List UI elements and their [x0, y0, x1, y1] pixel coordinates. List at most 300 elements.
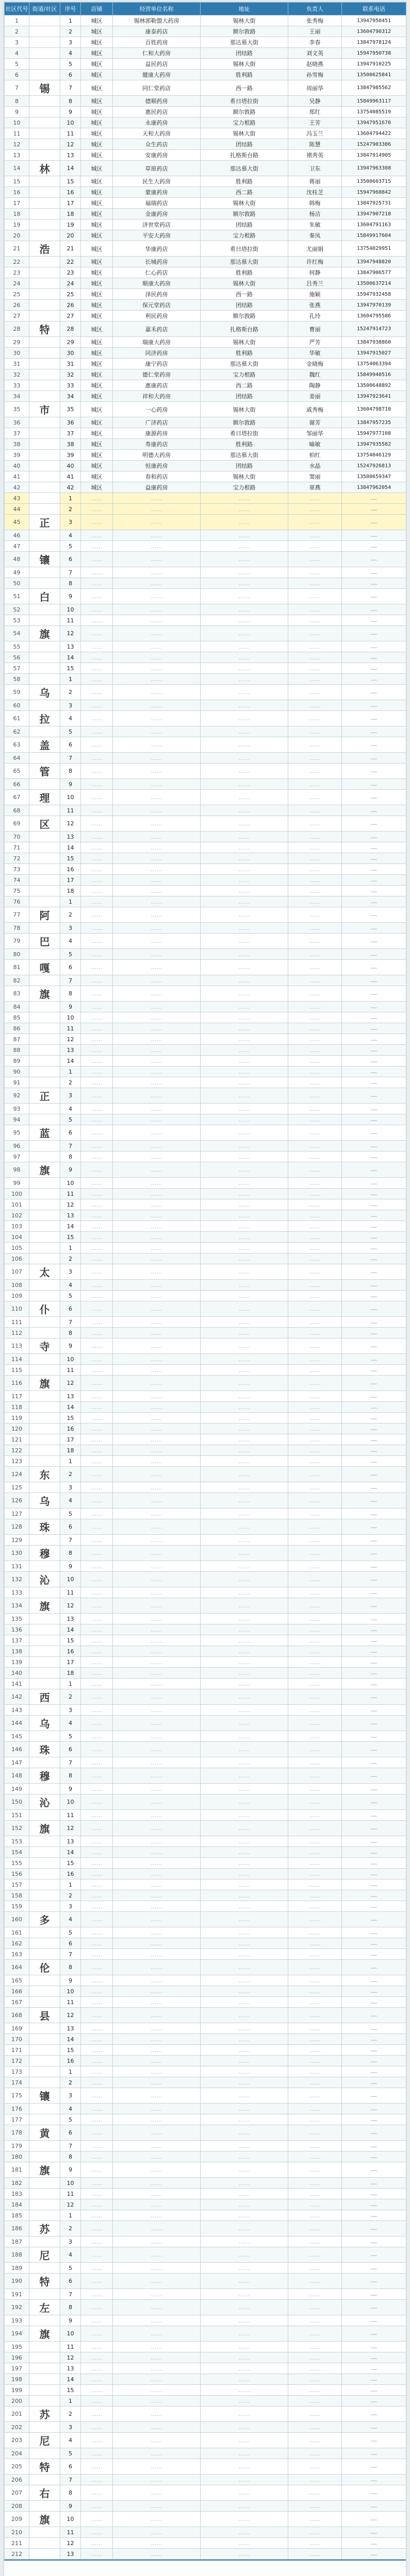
cell-address: …… [201, 2352, 288, 2363]
table-row [5, 428, 406, 439]
table-row [5, 1088, 406, 1104]
cell-place: …… [81, 2549, 113, 2560]
cell-code: 140 [5, 1668, 29, 1679]
cell-code: 145 [5, 1731, 29, 1742]
cell-phone: …… [342, 1034, 406, 1045]
cell-person: …… [288, 1199, 342, 1210]
table-row [5, 641, 406, 652]
cell-phone: …… [342, 2422, 406, 2433]
cell-region [29, 439, 60, 450]
cell-person: …… [288, 2008, 342, 2023]
cell-no: 3 [60, 2088, 81, 2104]
cell-person: …… [288, 1338, 342, 1354]
cell-person: …… [288, 842, 342, 853]
cell-no: 10 [60, 1572, 81, 1587]
cell-address: …… [201, 2125, 288, 2141]
cell-address: …… [201, 1635, 288, 1646]
cell-place: …… [81, 1391, 113, 1402]
cell-person: …… [288, 2422, 342, 2433]
cell-unit-name: …… [113, 2512, 201, 2527]
cell-region [29, 2289, 60, 2300]
cell-code: 41 [5, 471, 29, 482]
cell-unit-name: …… [113, 1561, 201, 1572]
cell-region [29, 842, 60, 853]
cell-address: …… [201, 1456, 288, 1467]
cell-address: 团结路 [201, 48, 288, 59]
cell-code: 50 [5, 578, 29, 589]
cell-region [29, 1423, 60, 1434]
cell-address: 额尔敦路 [201, 26, 288, 37]
cell-person: …… [288, 2247, 342, 2263]
table-row [5, 1104, 406, 1114]
cell-no: 2 [60, 685, 81, 700]
cell-region: 林 [29, 161, 60, 176]
cell-region [29, 1199, 60, 1210]
cell-address: …… [201, 842, 288, 853]
cell-no: 10 [60, 1354, 81, 1365]
cell-no: 8 [60, 986, 81, 1002]
cell-address: 锡林大街 [201, 128, 288, 139]
cell-address: 希日塔拉街 [201, 96, 288, 107]
table-row [5, 615, 406, 626]
cell-address: …… [201, 816, 288, 832]
cell-region: 特 [29, 2274, 60, 2289]
cell-no: 15 [60, 663, 81, 674]
cell-no: 4 [60, 1493, 81, 1509]
table-row [5, 753, 406, 764]
cell-phone: …… [342, 604, 406, 615]
cell-person: …… [288, 1354, 342, 1365]
cell-unit-name: …… [113, 626, 201, 641]
cell-unit-name: …… [113, 552, 201, 567]
cell-phone: …… [342, 1413, 406, 1423]
cell-place: …… [81, 2199, 113, 2210]
cell-place: …… [81, 2104, 113, 2114]
cell-place: …… [81, 975, 113, 986]
cell-person: 赵晓燕 [288, 59, 342, 70]
cell-address: …… [201, 1434, 288, 1445]
table-row [5, 949, 406, 960]
table-row [5, 2151, 406, 2162]
table-row [5, 1821, 406, 1836]
cell-code: 113 [5, 1338, 29, 1354]
cell-code: 26 [5, 300, 29, 311]
table-row [5, 1997, 406, 2008]
cell-region [29, 450, 60, 461]
table-row [5, 2236, 406, 2247]
cell-address: …… [201, 1141, 288, 1151]
cell-phone: 13754063394 [342, 359, 406, 369]
cell-address: …… [201, 1509, 288, 1519]
cell-place: …… [81, 1587, 113, 1598]
cell-place: …… [81, 1264, 113, 1280]
cell-phone: …… [342, 1141, 406, 1151]
cell-unit-name: …… [113, 2056, 201, 2066]
cell-person: …… [288, 2210, 342, 2221]
cell-address: 额尔敦路 [201, 209, 288, 219]
cell-code: 119 [5, 1413, 29, 1423]
cell-phone: 15849940516 [342, 369, 406, 380]
cell-address: 宝力根路 [201, 230, 288, 241]
cell-region [29, 1243, 60, 1253]
cell-phone: …… [342, 1794, 406, 1810]
cell-code: 53 [5, 615, 29, 626]
cell-unit-name: …… [113, 805, 201, 816]
cell-unit-name: …… [113, 1445, 201, 1456]
table-row [5, 975, 406, 986]
cell-place: …… [81, 2088, 113, 2104]
cell-region: 阿 [29, 907, 60, 923]
cell-no: 10 [60, 2512, 81, 2527]
cell-unit-name: …… [113, 1291, 201, 1301]
cell-place: …… [81, 2448, 113, 2459]
table-row [5, 461, 406, 471]
cell-address: …… [201, 1151, 288, 1162]
cell-unit-name: …… [113, 1391, 201, 1402]
table-row [5, 1434, 406, 1445]
cell-code: 114 [5, 1354, 29, 1365]
cell-no: 7 [60, 753, 81, 764]
cell-no: 8 [60, 1151, 81, 1162]
cell-no: 15 [60, 853, 81, 864]
cell-person: …… [288, 1056, 342, 1066]
cell-place: …… [81, 2300, 113, 2315]
cell-person: …… [288, 2151, 342, 2162]
cell-unit-name: …… [113, 2433, 201, 2448]
cell-no: 10 [60, 604, 81, 615]
cell-address: …… [201, 907, 288, 923]
cell-region [29, 1034, 60, 1045]
table-row [5, 2406, 406, 2422]
cell-address: …… [201, 1847, 288, 1858]
cell-code: 139 [5, 1657, 29, 1668]
cell-unit-name: 百姓药房 [113, 37, 201, 48]
cell-no: 6 [60, 552, 81, 567]
cell-unit-name: …… [113, 493, 201, 504]
cell-phone: …… [342, 986, 406, 1002]
cell-phone: …… [342, 1509, 406, 1519]
cell-region [29, 2114, 60, 2125]
cell-region: 多 [29, 1912, 60, 1927]
table-row [5, 530, 406, 541]
cell-person: 章燕 [288, 482, 342, 493]
cell-phone: …… [342, 1810, 406, 1821]
cell-region: 嘎 [29, 960, 60, 975]
cell-person: …… [288, 1141, 342, 1151]
cell-place: …… [81, 1456, 113, 1467]
cell-region [29, 128, 60, 139]
cell-person: …… [288, 2326, 342, 2342]
cell-no: 5 [60, 1509, 81, 1519]
cell-phone: …… [342, 1482, 406, 1493]
cell-code: 120 [5, 1423, 29, 1434]
cell-place: 城区 [81, 209, 113, 219]
cell-no: 11 [60, 1023, 81, 1034]
cell-place: …… [81, 1509, 113, 1519]
cell-place: …… [81, 1413, 113, 1423]
cell-person: …… [288, 1635, 342, 1646]
cell-unit-name: …… [113, 1614, 201, 1624]
cell-phone: …… [342, 1221, 406, 1232]
table-row [5, 864, 406, 875]
cell-no: 12 [60, 139, 81, 150]
cell-no: 26 [60, 300, 81, 311]
cell-unit-name: 益康药房 [113, 482, 201, 493]
cell-code: 109 [5, 1291, 29, 1301]
cell-person: …… [288, 2114, 342, 2125]
cell-region [29, 2374, 60, 2385]
cell-unit-name: 草原药店 [113, 161, 201, 176]
cell-region [29, 230, 60, 241]
cell-unit-name: 广济药店 [113, 417, 201, 428]
cell-region [29, 1045, 60, 1056]
cell-code: 10 [5, 117, 29, 128]
cell-unit-name: 华康药店 [113, 241, 201, 257]
cell-person: …… [288, 1949, 342, 1960]
cell-code: 175 [5, 2088, 29, 2104]
table-row [5, 2263, 406, 2274]
cell-address: 锡林大街 [201, 402, 288, 417]
cell-address: …… [201, 2374, 288, 2385]
cell-person: …… [288, 1689, 342, 1705]
cell-region [29, 949, 60, 960]
cell-person: …… [288, 504, 342, 515]
cell-unit-name: …… [113, 2363, 201, 2374]
cell-person: …… [288, 641, 342, 652]
cell-no: 12 [60, 2008, 81, 2023]
cell-person: …… [288, 1023, 342, 1034]
cell-phone: …… [342, 1467, 406, 1482]
cell-person: …… [288, 567, 342, 578]
cell-code: 61 [5, 711, 29, 726]
table-row [5, 626, 406, 641]
cell-no: 33 [60, 380, 81, 391]
cell-no: 3 [60, 37, 81, 48]
cell-place: …… [81, 711, 113, 726]
cell-region [29, 1012, 60, 1023]
cell-phone: …… [342, 1002, 406, 1012]
cell-region: 沁 [29, 1794, 60, 1810]
cell-phone: 13847906577 [342, 267, 406, 278]
cell-address: 胜利路 [201, 348, 288, 359]
cell-place: …… [81, 1912, 113, 1927]
cell-unit-name: …… [113, 1012, 201, 1023]
cell-region [29, 1002, 60, 1012]
cell-no: 10 [60, 2178, 81, 2189]
cell-person: …… [288, 711, 342, 726]
cell-address: …… [201, 1519, 288, 1535]
cell-address: …… [201, 2475, 288, 2485]
cell-unit-name: …… [113, 886, 201, 896]
cell-place: …… [81, 2141, 113, 2151]
cell-region: 旗 [29, 626, 60, 641]
cell-place: 城区 [81, 219, 113, 230]
cell-no: 27 [60, 311, 81, 321]
cell-no: 7 [60, 1535, 81, 1546]
cell-place: …… [81, 1243, 113, 1253]
cell-address: …… [201, 2342, 288, 2352]
cell-phone: …… [342, 2527, 406, 2538]
table-row [5, 2385, 406, 2396]
cell-person: …… [288, 2433, 342, 2448]
cell-place: 城区 [81, 471, 113, 482]
cell-code: 4 [5, 48, 29, 59]
cell-no: 9 [60, 779, 81, 790]
cell-phone: …… [342, 1077, 406, 1088]
cell-place: …… [81, 1598, 113, 1614]
cell-unit-name: …… [113, 2034, 201, 2045]
table-row [5, 960, 406, 975]
cell-phone: 13947963308 [342, 161, 406, 176]
cell-unit-name: …… [113, 1493, 201, 1509]
cell-no: 14 [60, 652, 81, 663]
cell-place: …… [81, 1938, 113, 1949]
cell-address: …… [201, 1535, 288, 1546]
cell-place: …… [81, 1635, 113, 1646]
cell-address: …… [201, 641, 288, 652]
cell-region [29, 1509, 60, 1519]
table-row [5, 369, 406, 380]
cell-person: …… [288, 2199, 342, 2210]
cell-no: 1 [60, 674, 81, 685]
cell-address: …… [201, 1317, 288, 1328]
cell-no: 7 [60, 2475, 81, 2485]
cell-no: 12 [60, 626, 81, 641]
cell-region [29, 482, 60, 493]
cell-person: …… [288, 1598, 342, 1614]
cell-code: 55 [5, 641, 29, 652]
cell-phone: …… [342, 1975, 406, 1986]
cell-no: 5 [60, 726, 81, 737]
cell-code: 23 [5, 267, 29, 278]
cell-place: …… [81, 2512, 113, 2527]
cell-place: …… [81, 1210, 113, 1221]
cell-phone: …… [342, 1535, 406, 1546]
cell-address: …… [201, 685, 288, 700]
cell-region [29, 48, 60, 59]
cell-code: 19 [5, 219, 29, 230]
cell-phone: 13604790312 [342, 26, 406, 37]
cell-region [29, 1413, 60, 1423]
cell-code: 18 [5, 209, 29, 219]
cell-person: …… [288, 2300, 342, 2315]
cell-phone: …… [342, 493, 406, 504]
cell-no: 3 [60, 1088, 81, 1104]
cell-no: 2 [60, 1077, 81, 1088]
cell-no: 8 [60, 578, 81, 589]
cell-place: …… [81, 1858, 113, 1869]
cell-no: 7 [60, 567, 81, 578]
cell-phone: 15947977108 [342, 428, 406, 439]
header-place: 店铺 [81, 3, 113, 15]
cell-place: …… [81, 2034, 113, 2045]
cell-region: 左 [29, 2300, 60, 2315]
cell-code: 172 [5, 2056, 29, 2066]
cell-code: 143 [5, 1705, 29, 1716]
table-row [5, 2056, 406, 2066]
cell-place: 城区 [81, 300, 113, 311]
cell-unit-name: …… [113, 2151, 201, 2162]
cell-person: …… [288, 2236, 342, 2247]
table-row [5, 267, 406, 278]
cell-address: 西一路 [201, 289, 288, 300]
cell-no: 17 [60, 198, 81, 209]
cell-unit-name: 民生大药房 [113, 176, 201, 187]
cell-phone: …… [342, 2326, 406, 2342]
cell-person: …… [288, 1890, 342, 1901]
cell-address: …… [201, 1482, 288, 1493]
cell-place: …… [81, 1162, 113, 1178]
cell-unit-name: 康泰药店 [113, 26, 201, 37]
cell-person: …… [288, 1104, 342, 1114]
cell-code: 147 [5, 1757, 29, 1768]
cell-place: …… [81, 2263, 113, 2274]
cell-unit-name: …… [113, 764, 201, 779]
cell-place: 城区 [81, 428, 113, 439]
cell-code: 75 [5, 886, 29, 896]
cell-region: 旗 [29, 2512, 60, 2527]
cell-person: 魏红 [288, 369, 342, 380]
cell-region: 苏 [29, 2406, 60, 2422]
cell-no: 6 [60, 2125, 81, 2141]
cell-address: …… [201, 700, 288, 711]
cell-no: 6 [60, 1519, 81, 1535]
cell-region [29, 1757, 60, 1768]
cell-person: …… [288, 2549, 342, 2560]
cell-unit-name: …… [113, 1879, 201, 1890]
cell-person: …… [288, 1716, 342, 1731]
cell-code: 180 [5, 2151, 29, 2162]
cell-code: 74 [5, 875, 29, 886]
cell-person: 秦凤 [288, 230, 342, 241]
cell-address: …… [201, 2114, 288, 2125]
cell-no: 41 [60, 471, 81, 482]
cell-no: 5 [60, 949, 81, 960]
cell-code: 132 [5, 1572, 29, 1587]
table-row [5, 2210, 406, 2221]
cell-address: …… [201, 1243, 288, 1253]
cell-region [29, 278, 60, 289]
cell-no: 35 [60, 402, 81, 417]
cell-place: …… [81, 626, 113, 641]
table-row [5, 128, 406, 139]
table-row [5, 1328, 406, 1338]
cell-code: 199 [5, 2385, 29, 2396]
cell-address: …… [201, 790, 288, 805]
cell-address: …… [201, 615, 288, 626]
table-row [5, 2315, 406, 2326]
cell-region: 寺 [29, 1338, 60, 1354]
table-row [5, 1034, 406, 1045]
cell-place: …… [81, 2527, 113, 2538]
cell-address: …… [201, 1328, 288, 1338]
cell-address: …… [201, 1189, 288, 1199]
cell-place: …… [81, 515, 113, 530]
cell-unit-name: …… [113, 1301, 201, 1317]
table-row [5, 1794, 406, 1810]
cell-address: 那达慕大街 [201, 450, 288, 461]
cell-place: …… [81, 1301, 113, 1317]
cell-unit-name: …… [113, 853, 201, 864]
cell-phone: …… [342, 1088, 406, 1104]
cell-person: …… [288, 1365, 342, 1376]
cell-person: …… [288, 1243, 342, 1253]
cell-region [29, 219, 60, 230]
cell-no: 5 [60, 2114, 81, 2125]
cell-place: …… [81, 530, 113, 541]
cell-region [29, 652, 60, 663]
table-row [5, 26, 406, 37]
